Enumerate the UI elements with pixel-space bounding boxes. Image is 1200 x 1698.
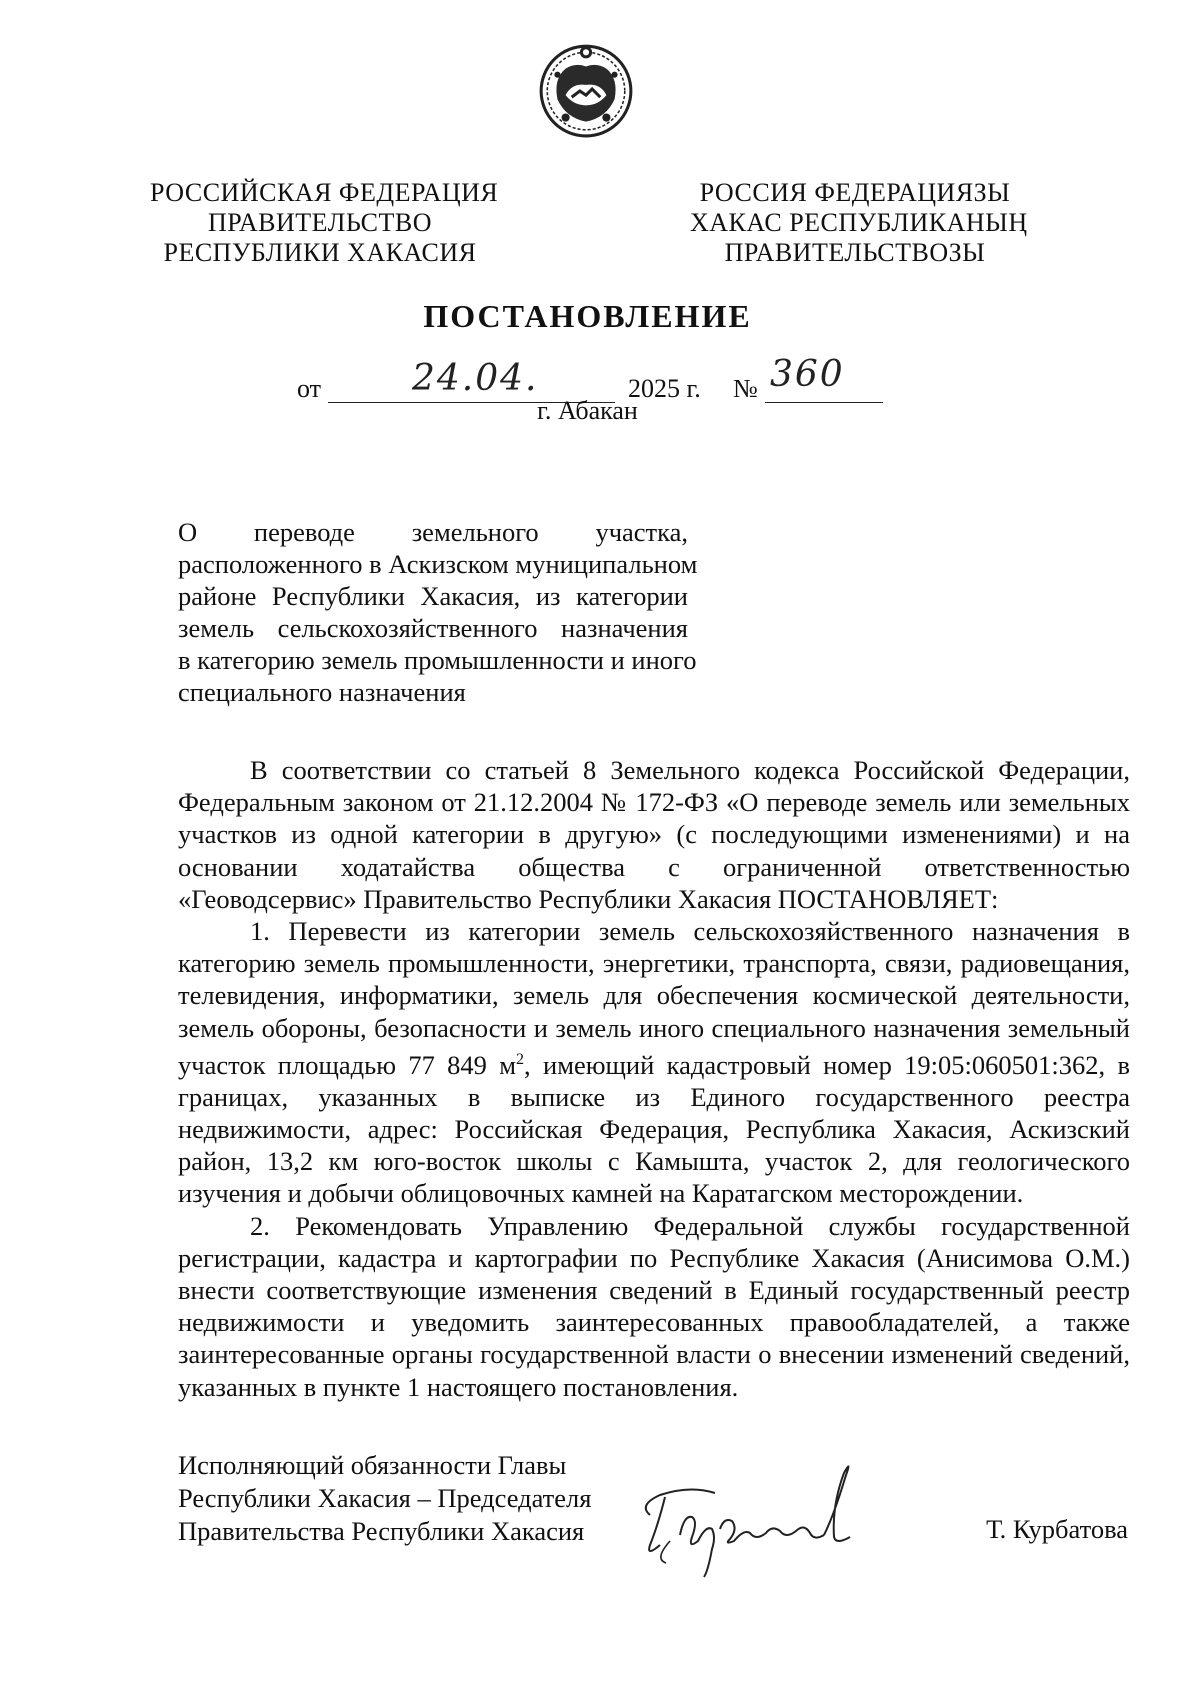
- header-left: [150, 178, 499, 268]
- signer-name: Т. Курбатова: [986, 1514, 1128, 1544]
- header-left-line: РЕСПУБЛИКИ ХАКАСИЯ: [163, 238, 477, 267]
- document-title: ПОСТАНОВЛЕНИЕ: [423, 298, 752, 334]
- subject-line: районе Республики Хакасия, из категории: [178, 581, 688, 611]
- position-line: Республики Хакасия – Председателя: [178, 1483, 592, 1513]
- item-2-paragraph: 2. Рекомендовать Управлению Федеральной службы государственной регистрации, кадастра и картографии по Республике Хакасия (Анисимова О.М.) внести соответствующие изменения сведений в Единый государственный реестр недвижимости и уведомить заинтересованных правообладателей, а также заинтересованные органы государственной власти о внесении изменений сведений, указанных в пункте 1 настоящего постановления.: [178, 1210, 1130, 1402]
- subject-line: расположенного в Аскизском муниципальном: [178, 549, 698, 579]
- document-body: [178, 754, 1130, 1403]
- date-handwritten: 24.04.: [412, 358, 539, 399]
- city-label: г. Абакан: [537, 396, 638, 425]
- item-1-text-continued: , имеющий кадастровый номер 19:05:060501:362, в границах, указанных в выписке из Единого государственного реестра недвижимости, адрес: Российская Федерация, Республика Хакасия, Аскизский район, 13,2 км юго-восток школы с Камышта, участок 2, для геологического изучения и добычи облицовочных камней на Каратагском месторождении.: [178, 1049, 1130, 1209]
- coat-of-arms-icon: [535, 38, 637, 140]
- signature-position: [178, 1449, 638, 1548]
- header-right-line: ХАКАС РЕСПУБЛИКАНЫҢ: [690, 208, 1028, 237]
- header-right-line: ПРАВИТЕЛЬСТВОЗЫ: [724, 238, 986, 267]
- subject-line: О переводе земельного участка,: [178, 517, 688, 547]
- item-1-paragraph: [178, 915, 1130, 1210]
- date-prefix: от: [297, 374, 322, 403]
- position-line: Правительства Республики Хакасия: [178, 1516, 585, 1546]
- year-label: 2025 г.: [628, 374, 701, 403]
- item-1-superscript: 2: [516, 1050, 525, 1068]
- number-label: №: [733, 374, 758, 403]
- subject-line: в категорию земель промышленности и иного: [178, 645, 697, 675]
- header-right: [690, 178, 1028, 268]
- handwritten-signature-icon: [620, 1445, 880, 1585]
- document-subject: [178, 516, 698, 708]
- number-handwritten: 360: [770, 354, 845, 395]
- header-right-line: РОССИЯ ФЕДЕРАЦИЯЗЫ: [699, 178, 1011, 207]
- preamble-paragraph: В соответствии со статьей 8 Земельного кодекса Российской Федерации, Федеральным законом от 21.12.2004 № 172-ФЗ «О переводе земель или земельных участков из одной категории в другую» (с последующими изменениями) и на основании ходатайства общества с ограниченной ответственностью «Геоводсервис» Правительство Республики Хакасия ПОСТАНОВЛЯЕТ:: [178, 755, 1130, 914]
- position-line: Исполняющий обязанности Главы: [178, 1450, 567, 1480]
- header-left-line: ПРАВИТЕЛЬСТВО: [208, 208, 432, 237]
- subject-line: земель сельскохозяйственного назначения: [178, 613, 688, 643]
- header-left-line: РОССИЙСКАЯ ФЕДЕРАЦИЯ: [150, 178, 499, 207]
- item-1-text: 1. Перевести из категории земель сельскохозяйственного назначения в категорию земель промышленности, энергетики, транспорта, связи, радиовещания, телевидения, информатики, земель для обеспечения космической деятельности, земель обороны, безопасности и земель иного специального назначения земельный участок площадью 77 849 м: [178, 916, 1130, 1080]
- subject-line: специального назначения: [178, 677, 466, 707]
